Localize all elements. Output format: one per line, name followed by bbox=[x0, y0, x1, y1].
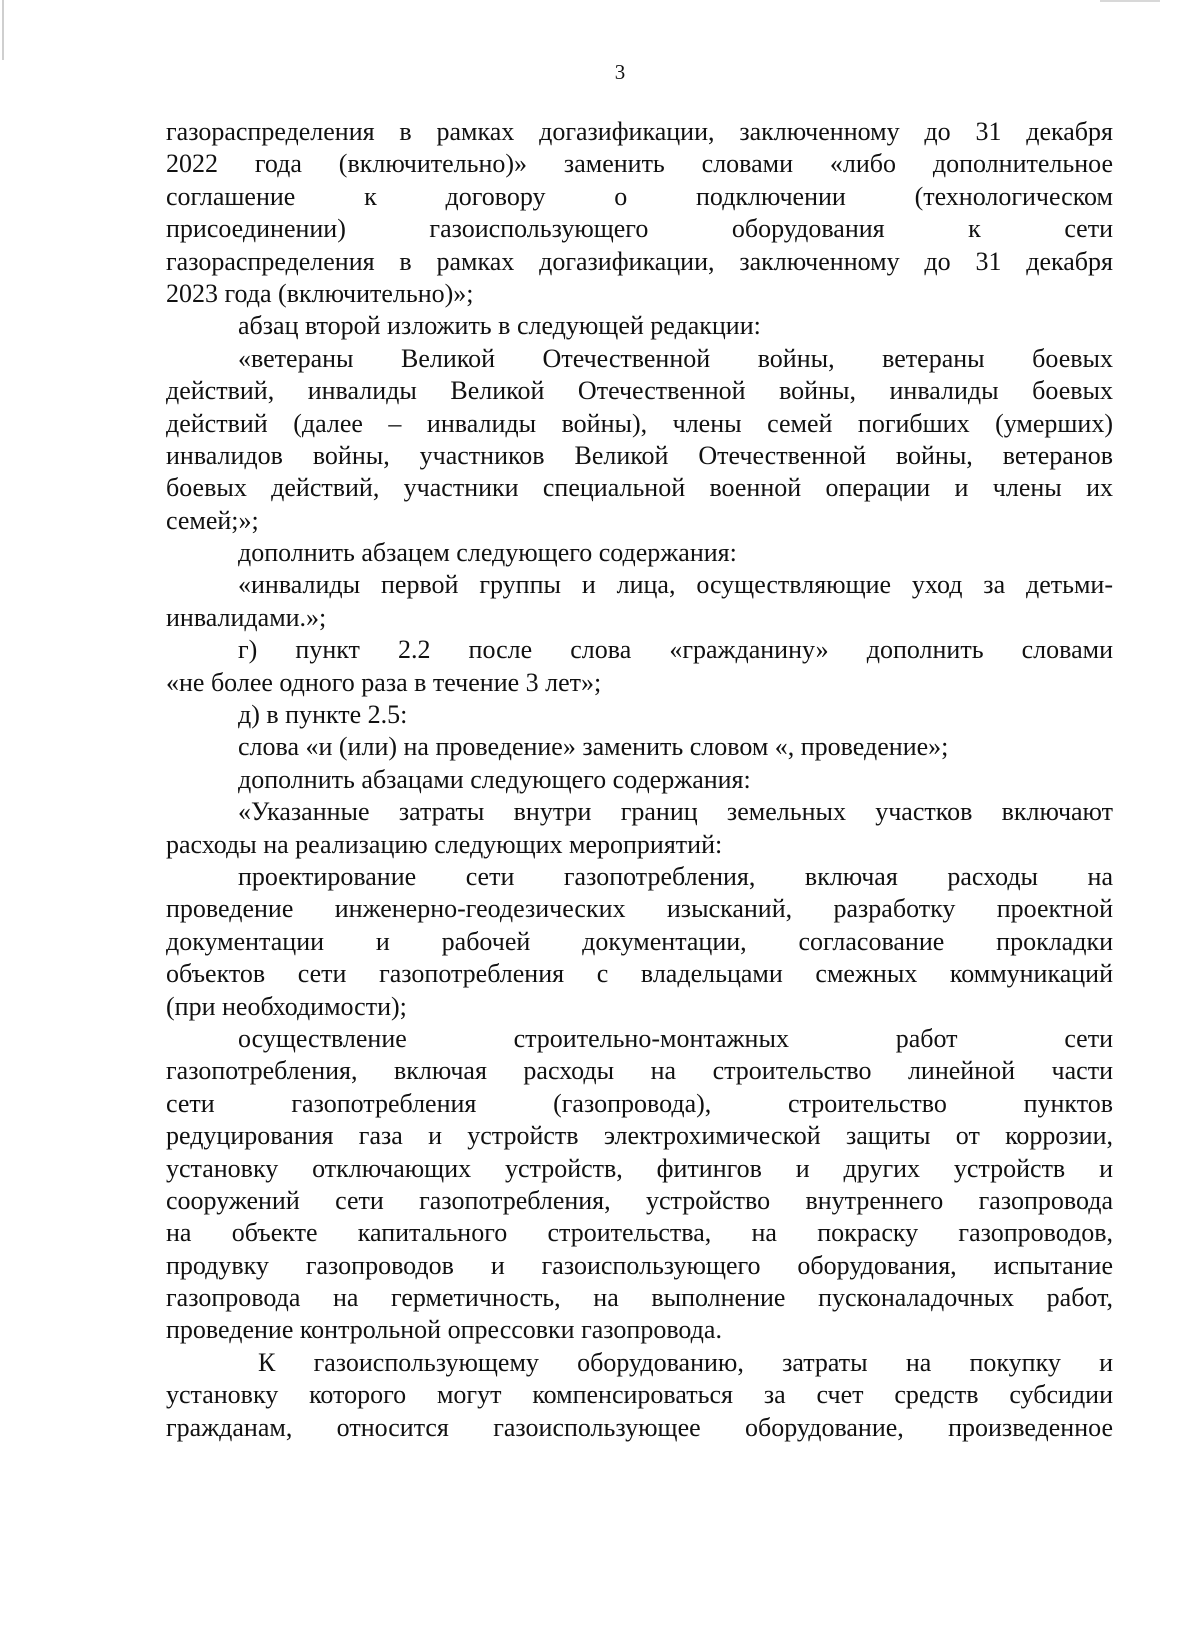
text-line: «не более одного раза в течение 3 лет»; bbox=[166, 667, 602, 697]
text-line: сооружений сети газопотребления, устройство внутреннего газопровода bbox=[166, 1185, 1113, 1215]
text-line: дополнить абзацем следующего содержания: bbox=[238, 538, 737, 568]
text-line: д) в пункте 2.5: bbox=[238, 700, 408, 730]
text-line: К газоиспользующему оборудованию, затраты на покупку и bbox=[258, 1347, 1113, 1377]
text-line: (при необходимости); bbox=[166, 991, 407, 1021]
text-line: установку отключающих устройств, фитингов и других устройств и bbox=[166, 1153, 1113, 1183]
text-line: проведение инженерно-геодезических изысканий, разработку проектной bbox=[166, 894, 1113, 924]
text-line: абзац второй изложить в следующей редакции: bbox=[238, 311, 761, 341]
page-number: 3 bbox=[614, 60, 626, 84]
text-line: газопотребления, включая расходы на строительство линейной части bbox=[166, 1056, 1113, 1086]
text-line: на объекте капитального строительства, на покраску газопроводов, bbox=[166, 1218, 1113, 1248]
text-line: осуществление строительно-монтажных работ сети bbox=[238, 1023, 1113, 1053]
text-line: газопровода на герметичность, на выполнение пусконаладочных работ, bbox=[166, 1283, 1113, 1313]
text-line: сети газопотребления (газопровода), строительство пунктов bbox=[166, 1088, 1113, 1118]
scan-edge-mark bbox=[1100, 0, 1160, 2]
text-line: «Указанные затраты внутри границ земельных участков включают bbox=[238, 797, 1113, 827]
text-line: проведение контрольной опрессовки газопровода. bbox=[166, 1315, 722, 1345]
text-line: действий (далее – инвалиды войны), члены семей погибших (умерших) bbox=[166, 408, 1113, 438]
text-line: продувку газопроводов и газоиспользующего оборудования, испытание bbox=[166, 1250, 1113, 1280]
text-line: присоединении) газоиспользующего оборудования к сети bbox=[166, 214, 1113, 244]
text-line: установку которого могут компенсироваться за счет средств субсидии bbox=[166, 1380, 1113, 1410]
text-line: документации и рабочей документации, согласование прокладки bbox=[166, 926, 1113, 956]
text-line: инвалидами.»; bbox=[166, 602, 327, 632]
text-line: семей;»; bbox=[166, 505, 259, 535]
text-line: соглашение к договору о подключении (технологическом bbox=[166, 181, 1113, 211]
text-line: «инвалиды первой группы и лица, осуществляющие уход за детьми- bbox=[238, 570, 1113, 600]
text-line: газораспределения в рамках догазификации, заключенному до 31 декабря bbox=[166, 117, 1113, 146]
text-line: редуцирования газа и устройств электрохимической защиты от коррозии, bbox=[166, 1121, 1113, 1151]
text-line: 2022 года (включительно)» заменить словами «либо дополнительное bbox=[166, 149, 1113, 179]
text-line: инвалидов войны, участников Великой Отечественной войны, ветеранов bbox=[166, 440, 1113, 470]
text-line: проектирование сети газопотребления, включая расходы на bbox=[238, 861, 1113, 891]
text-line: газораспределения в рамках догазификации, заключенному до 31 декабря bbox=[166, 246, 1113, 276]
text-line: дополнить абзацами следующего содержания: bbox=[238, 764, 751, 794]
text-line: 2023 года (включительно)»; bbox=[166, 278, 474, 308]
text-line: «ветераны Великой Отечественной войны, ветераны боевых bbox=[238, 343, 1113, 373]
text-line: слова «и (или) на проведение» заменить словом «, проведение»; bbox=[238, 732, 949, 762]
text-line: расходы на реализацию следующих мероприятий: bbox=[166, 829, 723, 859]
text-line: объектов сети газопотребления с владельцами смежных коммуникаций bbox=[166, 959, 1113, 989]
text-line: боевых действий, участники специальной военной операции и члены их bbox=[166, 473, 1113, 503]
text-line: г) пункт 2.2 после слова «гражданину» дополнить словами bbox=[238, 635, 1113, 665]
document-body bbox=[166, 116, 1113, 1444]
scan-edge-mark bbox=[2, 0, 4, 60]
text-line: гражданам, относится газоиспользующее оборудование, произведенное bbox=[166, 1412, 1113, 1442]
text-line: действий, инвалиды Великой Отечественной войны, инвалиды боевых bbox=[166, 376, 1113, 406]
